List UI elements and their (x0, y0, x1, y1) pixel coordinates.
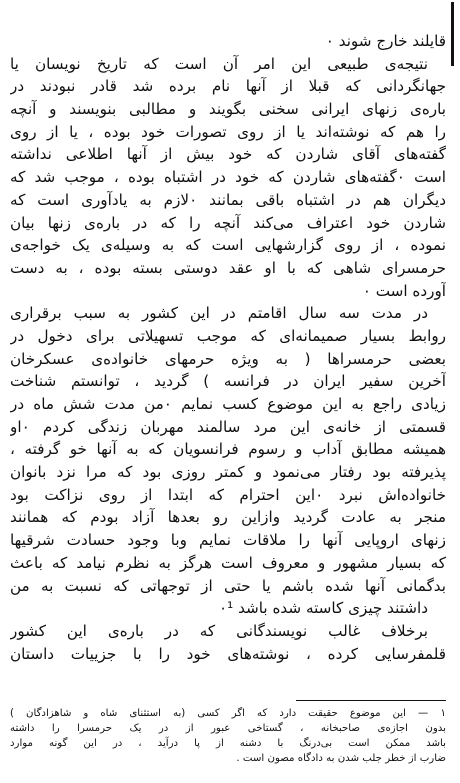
text-line: آخرین سفیر ایران در فرانسه ) گردید ، توانستم شناخت (10, 372, 446, 391)
text-line: جهانگردانی که قبلا از آنها نام برده شد قادر نبودند در (10, 77, 446, 96)
text-line: بدگمانی آنها شده باشم یا حتی از توجهاتی که نسبت به من (10, 576, 446, 595)
footnote-line (10, 706, 446, 721)
paragraph-end-line: داشتند چیزی کاسته شده باشد ۰¹ (219, 599, 428, 618)
text-line: بعضی حرمسراها ( به ویژه حرمهای خانواده‌ی عسکرخان (10, 349, 446, 368)
text-line: قلمفرسایی کرده ، نوشته‌های خود را با جزییات داستان (10, 644, 446, 663)
text-line: روابط بسیار صمیمانه‌ای که موجب تسهیلاتی برای دخول در (10, 326, 446, 345)
text-line: خانواده‌اش نبرد ۰این احترام که ابتدا از روی نزاکت بود (10, 485, 446, 504)
paragraph-start-line: برخلاف غالب نویسندگانی که در باره‌ی این کشور (10, 621, 428, 640)
text-line: قایلند خارج شوند ۰ (325, 32, 446, 50)
paragraph-start-line: در مدت سه سال اقامتم در این کشور به سبب برقراری (10, 304, 428, 323)
footnote-marker: ۱ — (418, 708, 446, 719)
text-line: است ۰گفته‌های شاردن که خود در اشتباه بوده ، موجب شد که (10, 168, 446, 187)
footnote-line: بدون اجازه‌ی صاحبخانه ، گستاخی عبور از در یک حرمسرا را داشته (10, 723, 446, 734)
footnote-text: این موضوع حقیقت دارد که اگر کسی (به استثنای شاه و شاهزادگان ) (10, 708, 406, 719)
text-line: باره‌ی زنهای ایرانی سخنی بگویند و مطالبی بنویسند و آنچه (10, 100, 446, 119)
text-line: همیشه مطابق آداب و رسوم فرانسویان که به آنها خو گرفته ، (10, 440, 446, 459)
text-line: زنهای اروپایی آنها را ملاقات نمایم وبا وجود حسادت شرقیها (10, 531, 446, 550)
text-line: قسمتی از خانه‌ی این مرد سالمند مهربان زندگی کردم ۰او (10, 417, 446, 436)
text-line: گفته‌های آقای شاردن که خود بیش از آنها اطلاعی نداشته (10, 145, 446, 164)
margin-rule (451, 2, 454, 66)
paragraph-start-line: نتیجه‌ی طبیعی این امر آن است که تاریخ نویسان یا (10, 54, 428, 73)
text-line: شاردن خود اعتراف می‌کند آنچه را که در باره‌ی زنها بیان (10, 213, 446, 232)
paragraph-end-line: آورده است ۰ (362, 281, 446, 300)
text-line: که بسیار مشهور و معروف است هرگز به نظرم نیامد که باعث (10, 553, 446, 572)
text-line: را هم که نوشته‌اند یا از روی تصورات خود بوده ، یا از روی (10, 122, 446, 141)
text-line: دیگران هم در اشتباه باقی بمانند ۰لازم به یادآوری است که (10, 190, 446, 209)
text-line: نموده ، از روی گزارشهایی است که به وسیله‌ی یک خواجه‌ی (10, 236, 446, 255)
footnote-line: ضارب از خطر جلب شدن به دادگاه مصون است . (236, 753, 446, 764)
text-line: زیادی راجع به این موضوع کسب نمایم ۰من مدت شش ماه در (10, 395, 446, 413)
text-line: منجر به عادت گردید وازاین رو بعدها آزاد بودم که همانند (10, 508, 446, 527)
body-text (10, 30, 446, 665)
footnote-line: باشد ممکن است بی‌درنگ با دشنه از پا درآید ، در این گونه موارد (10, 738, 446, 749)
text-line: حرمسرای شاهی که با او عقد دوستی بسته بوده ، به دست (10, 258, 446, 277)
footnote-divider (296, 700, 446, 701)
text-line: پذیرفته بود رفتار می‌نمود و کمتر روزی بود که مرا نزد بانوان (10, 463, 446, 482)
